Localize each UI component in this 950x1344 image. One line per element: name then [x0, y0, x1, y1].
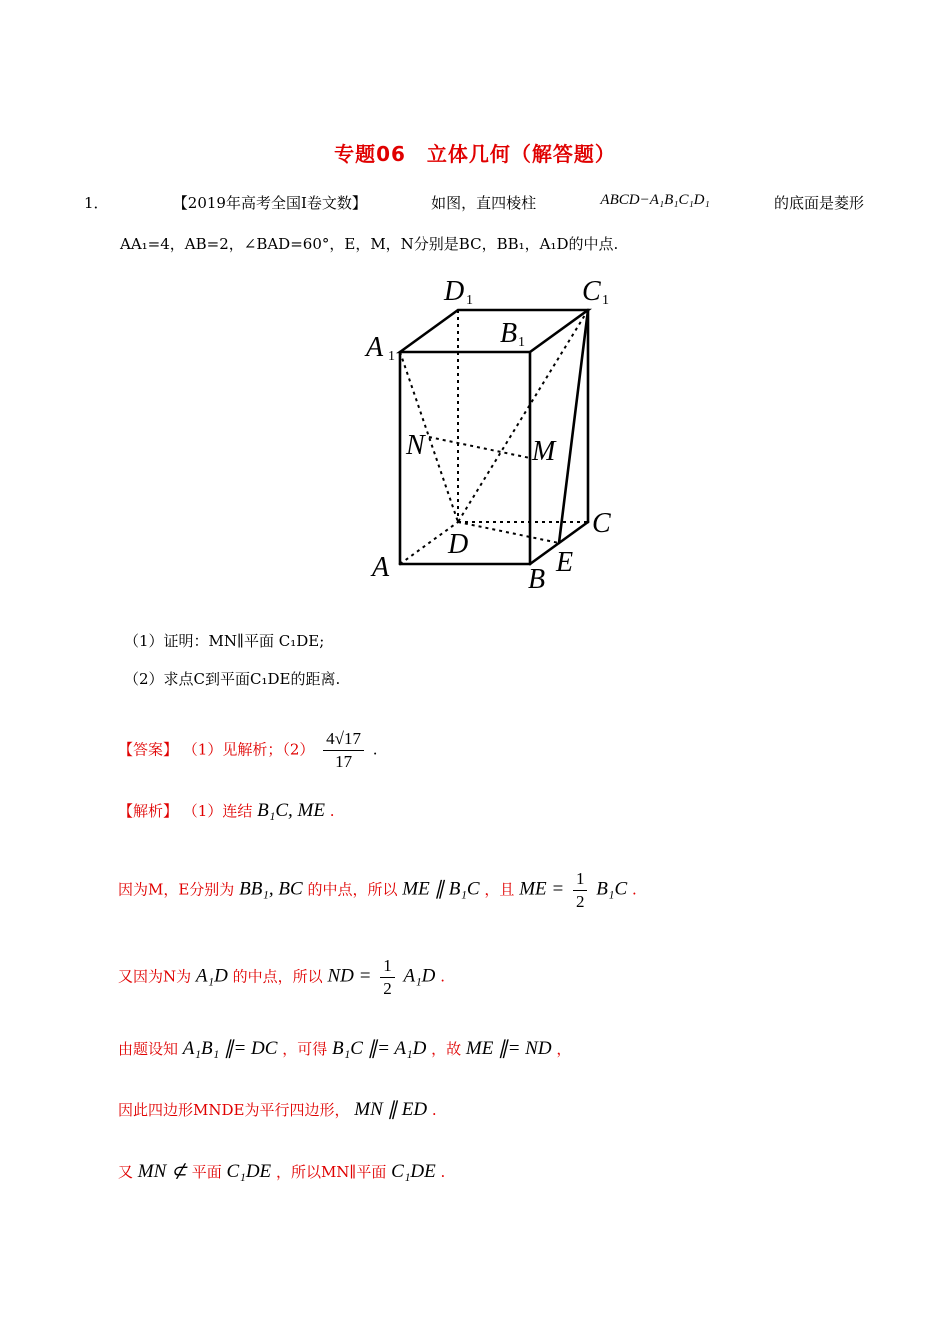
segment-c1e — [559, 310, 588, 543]
label-c: C — [592, 508, 611, 539]
segment-mn — [429, 437, 530, 458]
question-stem-a: 如图，直四棱柱 — [431, 194, 537, 212]
solution-line4-a: 由题设知 — [118, 1040, 179, 1058]
solution-line3-a: 又因为N为 — [118, 967, 192, 986]
solution-line-5 — [118, 1098, 437, 1121]
prism-figure — [358, 270, 628, 600]
solution-line3-num: 1 — [380, 955, 395, 978]
solution-line6-b: 平面 — [191, 1163, 222, 1181]
solution-line2-end: . — [631, 880, 637, 899]
label-a1-sub: 1 — [388, 349, 395, 364]
label-c1-sub: 1 — [602, 293, 609, 308]
label-n: N — [406, 430, 425, 461]
solution-line6-m2: C₁DE — [226, 1161, 272, 1182]
solution-line1-text: （1）连结 — [182, 802, 253, 820]
question-stem — [84, 192, 864, 213]
solution-line4-m1: A₁B₁ ∥= DC — [182, 1038, 278, 1059]
solution-tag: 【解析】 — [118, 802, 179, 820]
solution-line3-end: . — [440, 967, 445, 986]
label-m: M — [532, 436, 556, 467]
solution-line4-b: ，可得 — [282, 1040, 328, 1058]
solution-line2-m2: ME ∥ B₁C — [402, 878, 480, 900]
solution-line-4 — [118, 1037, 571, 1060]
solution-line3-m1: A₁D — [195, 965, 228, 987]
label-b1: B — [500, 318, 518, 349]
label-d1: D — [444, 276, 465, 307]
question-conditions: AA₁=4，AB=2，∠BAD=60°，E，M，N分别是BC，BB₁，A₁D的中点. — [120, 235, 619, 253]
solution-line3-den: 2 — [383, 979, 392, 998]
prism-name: ABCD−A₁B₁C₁D₁ — [600, 192, 710, 208]
label-d: D — [448, 529, 469, 560]
solution-line2-b: 的中点，所以 — [307, 880, 398, 899]
answer-fraction — [323, 728, 364, 773]
solution-line4-m2: B₁C ∥= A₁D — [332, 1038, 427, 1059]
solution-line-1 — [118, 800, 335, 822]
label-d1-sub: 1 — [466, 293, 473, 308]
solution-line2-m1: BB₁, BC — [239, 878, 303, 900]
solution-line2-fraction — [573, 868, 588, 913]
solution-line4-c: ，故 — [431, 1040, 462, 1058]
question-source: 【2019年高考全国Ⅰ卷文数】 — [172, 194, 367, 212]
solution-line-2 — [118, 868, 637, 913]
solution-line4-m3: ME ∥= ND — [465, 1038, 552, 1059]
solution-line2-num: 1 — [573, 868, 588, 891]
solution-line3-m2: ND = — [327, 965, 372, 987]
answer-frac-den: 17 — [335, 752, 353, 771]
solution-line3-b: 的中点，所以 — [232, 967, 323, 986]
solution-line3-m3: A₁D — [403, 965, 436, 987]
answer-line — [118, 728, 378, 773]
solution-line3-fraction — [380, 955, 395, 1000]
solution-line-3 — [118, 955, 445, 1000]
answer-part1: （1）见解析；（2） — [182, 740, 315, 759]
question-stem-b: 的底面是菱形 — [773, 194, 864, 212]
solution-line2-m3: ME = — [519, 878, 565, 900]
solution-line6-a: 又 — [118, 1163, 134, 1181]
label-e: E — [556, 547, 574, 578]
solution-line5-end: . — [431, 1101, 437, 1119]
answer-tag: 【答案】 — [118, 740, 179, 759]
segment-de — [458, 522, 559, 543]
solution-line2-m4: B₁C — [596, 878, 628, 900]
solution-line4-end: ， — [556, 1040, 572, 1058]
solution-line5-a: 因此四边形MNDE为平行四边形， — [118, 1101, 350, 1119]
subquestion-2: （2）求点C到平面C₁DE的距离. — [124, 670, 341, 688]
label-c1: C — [582, 276, 601, 307]
solution-line6-end: . — [440, 1163, 446, 1181]
answer-frac-num: 4√17 — [323, 728, 364, 751]
solution-line2-den: 2 — [575, 892, 585, 911]
top-face — [400, 310, 588, 352]
solution-line2-a: 因为M，E分别为 — [118, 880, 235, 899]
subquestion-1: （1）证明：MN∥平面 C₁DE; — [124, 632, 325, 650]
solution-line6-c: ，所以MN∥平面 — [275, 1163, 387, 1181]
solution-line1-math: B₁C, ME — [257, 800, 325, 821]
answer-end: . — [372, 740, 378, 759]
solution-line-6 — [118, 1160, 445, 1183]
solution-line1-end: . — [329, 802, 335, 820]
label-b: B — [528, 564, 546, 595]
label-a: A — [372, 552, 390, 583]
question-number: 1． — [84, 194, 109, 212]
solution-line6-m3: C₁DE — [391, 1161, 436, 1182]
label-a1: A — [366, 332, 384, 363]
page-title: 专题06 立体几何（解答题） — [334, 142, 616, 166]
solution-line5-m: MN ∥ ED — [354, 1099, 428, 1120]
label-b1-sub: 1 — [518, 335, 525, 350]
solution-line2-c: ，且 — [484, 880, 515, 899]
solution-line6-m1: MN ⊄ — [137, 1161, 187, 1182]
